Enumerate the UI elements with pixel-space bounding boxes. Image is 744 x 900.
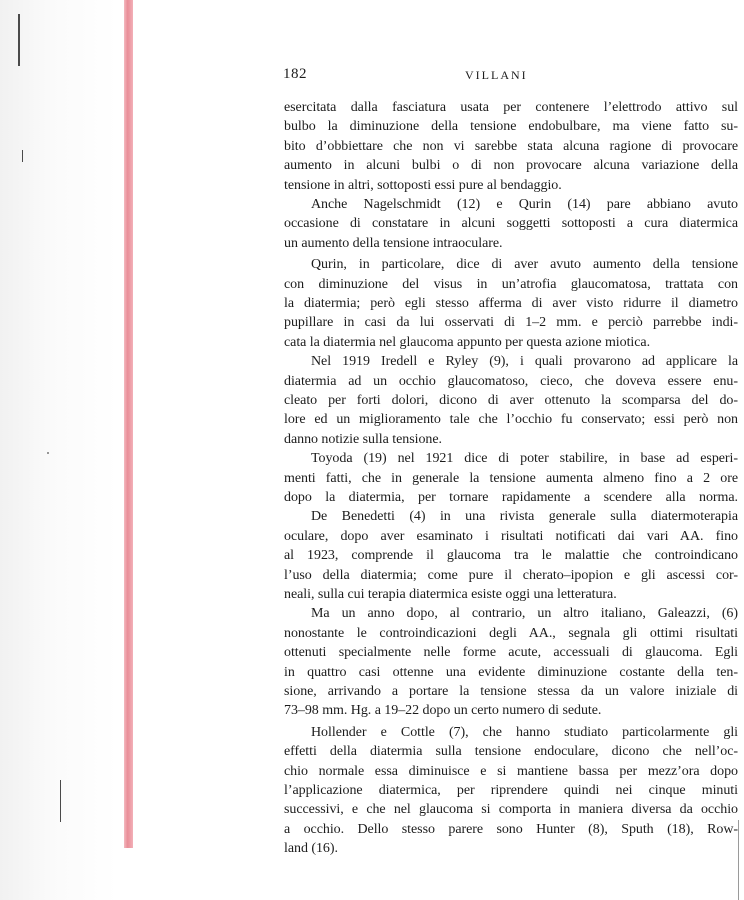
text-line: Hollender e Cottle (7), che hanno studiato particolarmente gli [311, 724, 738, 740]
text-line: occasione di constatare in alcuni soggetti sottoposti a cura diatermica [284, 216, 738, 232]
text-line: bito d’obbiettare che non vi sarebbe stata alcuna ragione di provocare [284, 138, 738, 154]
text-line: l’uso della diatermia; come pure il cherato–ipopion e gli ascessi cor- [284, 567, 738, 583]
page-binding-shadow [0, 0, 118, 900]
text-line: neali, sulla cui terapia diatermica esiste oggi una letteratura. [284, 586, 617, 602]
text-line: a occhio. Dello stesso parere sono Hunter (8), Sputh (18), Row- [284, 821, 738, 837]
text-line: con diminuzione del visus in un’atrofia glaucomatosa, trattata con [284, 276, 738, 292]
page-number: 182 [283, 66, 307, 82]
running-title: VILLANI [465, 68, 528, 82]
text-line: in quattro casi ottenne una evidente diminuzione costante della ten- [284, 664, 738, 680]
left-edge-mark-top [18, 14, 20, 66]
text-line: oculare, dopo aver esaminato i risultati notificati dai vari AA. fino [284, 528, 738, 544]
text-line: pupillare in casi da lui osservati di 1–2 mm. e perciò parrebbe indi- [284, 315, 738, 331]
left-edge-mark-bottom [60, 780, 61, 822]
text-line: cata la diatermia nel glaucoma appunto per questa azione miotica. [284, 334, 651, 350]
text-line: lore ed un miglioramento tale che l’occhio fu conservato; essi però non [284, 412, 738, 428]
right-edge-rule [738, 820, 739, 900]
text-line: Qurin, in particolare, dice di aver avuto aumento della tensione [311, 257, 738, 273]
text-line: dopo la diatermia, per tornare rapidamente a scendere alla norma. [284, 490, 738, 505]
text-line: tensione in altri, sottoposti essi pure al bendaggio. [284, 177, 562, 193]
text-line: danno notizie sulla tensione. [284, 431, 442, 447]
running-head [283, 62, 733, 86]
text-line: ottenuti specialmente nelle forme acute, accessuali di glaucoma. Egli [284, 645, 738, 661]
text-line: esercitata dalla fasciatura usata per contenere l’elettrodo attivo sul [284, 100, 738, 115]
text-line: menti fatti, che in generale la tensione aumenta almeno fino a 2 ore [284, 470, 738, 486]
text-line: Nel 1919 Iredell e Ryley (9), i quali provarono ad applicare la [311, 354, 738, 370]
text-line: un aumento della tensione intraoculare. [284, 235, 503, 251]
text-line: aumento in alcuni bulbi o di non provocare alcuna variazione della [284, 158, 738, 174]
text-line: sione, arrivando a portare la tensione stessa da un valore iniziale di [284, 683, 738, 699]
text-line: nonostante le controindicazioni degli AA., segnala gli ottimi risultati [284, 625, 738, 641]
body-text [284, 98, 738, 859]
text-line: Toyoda (19) nel 1921 dice di poter stabilire, in base ad esperi- [311, 451, 738, 467]
text-line: cleato per forti dolori, dicono di aver ottenuto la scomparsa del do- [284, 393, 738, 409]
text-line: effetti della diatermia sulla tensione endoculare, dicono che nell’oc- [284, 744, 738, 760]
text-line: successivi, e che nel glaucoma si comporta in maniera diversa da occhio [284, 802, 738, 818]
text-line: al 1923, comprende il glaucoma tra le malattie che controindicano [284, 548, 738, 564]
text-line: Ma un anno dopo, al contrario, un altro italiano, Galeazzi, (6) [311, 606, 738, 622]
speck [47, 452, 49, 454]
text-line: De Benedetti (4) in una rivista generale sulla diatermoterapia [311, 509, 738, 525]
left-edge-mark-small [22, 150, 23, 162]
text-line: Anche Nagelschmidt (12) e Qurin (14) pare abbiano avuto [311, 196, 738, 212]
text-line: 73–98 mm. Hg. a 19–22 dopo un certo numero di sedute. [284, 703, 602, 719]
text-line: l’applicazione diatermica, per riprendere quindi nei cinque minuti [284, 783, 738, 799]
text-line: bulbo la diminuzione della tensione endobulbare, ma viene fatto su- [284, 119, 738, 135]
text-line: diatermia ad un occhio glaucomatoso, cieco, che doveva essere enu- [284, 373, 738, 389]
text-line: land (16). [284, 841, 338, 857]
text-line: chio normale essa diminuisce e si mantiene bassa per mezz’ora dopo [284, 763, 738, 779]
red-binding-stripe [124, 0, 133, 848]
text-line: la diatermia; però egli stesso afferma di aver visto ridurre il diametro [284, 296, 738, 312]
